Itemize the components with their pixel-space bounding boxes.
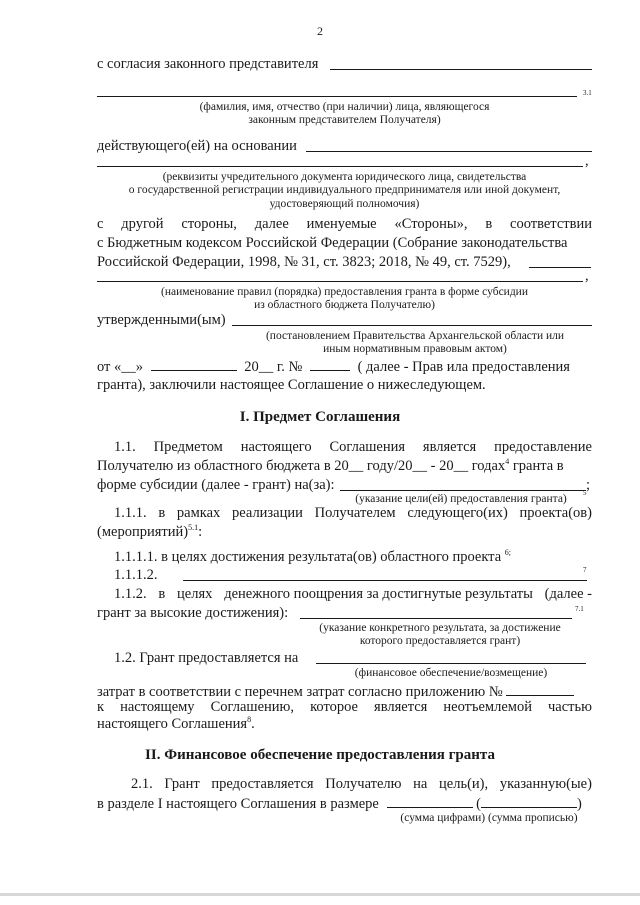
- text-legislation: Российской Федерации, 1998, № 31, ст. 3823; 2018, № 49, ст. 7529),: [97, 254, 511, 270]
- text-concluded: гранта), заключили настоящее Соглашение о нижеследующем.: [97, 377, 486, 393]
- text-1-2: 1.2. Грант предоставляется на: [114, 650, 299, 666]
- caption-approved-1: (постановлением Правительства Архангельской области или: [265, 330, 565, 342]
- page-number: 2: [317, 24, 323, 38]
- field-approved-by[interactable]: [232, 325, 592, 326]
- text-1-1-2: 1.1.2. в целях денежного поощрения за достигнутые результаты (далее -: [114, 586, 592, 602]
- field-acting-basis[interactable]: [306, 151, 592, 152]
- field-legislation-tail[interactable]: [529, 267, 591, 268]
- field-appendix-number[interactable]: [506, 683, 574, 696]
- section-1-heading: I. Предмет Соглашения: [239, 409, 401, 425]
- field-amount-digits[interactable]: [387, 795, 473, 808]
- text-costs: затрат в соответствии с перечнем затрат согласно приложению №: [97, 683, 574, 701]
- text-subsidy-form: форме субсидии (далее - грант) на(за):: [97, 477, 335, 493]
- text-date-line: от «__» 20__ г. № ( далее - Прав ила предоставления: [97, 359, 570, 375]
- footnote-3-1: 3.1: [583, 89, 592, 97]
- caption-representative-role: законным представителем Получателя): [248, 114, 441, 126]
- caption-result-1: (указание конкретного результата, за достижение: [319, 622, 561, 634]
- caption-result-2: которого предоставляется грант): [359, 635, 521, 647]
- text-2-1: 2.1. Грант предоставляется Получателю на цель(и), указанную(ые): [131, 776, 592, 792]
- caption-requisites-3: удостоверяющий полномочия): [269, 198, 420, 210]
- text-1-1-start: 1.1. Предметом настоящего Соглашения является предоставление: [114, 439, 592, 455]
- text-1-1-1-2: 1.1.1.2.: [114, 567, 158, 583]
- comma-1: ,: [585, 153, 589, 169]
- field-legal-representative[interactable]: [330, 69, 592, 70]
- caption-financing: (финансовое обеспечение/возмещение): [354, 667, 548, 679]
- caption-rules-1: (наименование правил (порядка) предоставления гранта в форме субсидии: [161, 286, 528, 298]
- text-approved-by: утвержденными(ым): [97, 312, 226, 328]
- footnote-7-1: 7.1: [575, 605, 584, 613]
- text-acting-basis: действующего(ей) на основании: [97, 138, 297, 154]
- caption-grant-purpose: (указание цели(ей) предоставления гранта): [355, 493, 567, 505]
- text-agreement-part: к настоящему Соглашению, которое является неотъемлемой частью: [97, 699, 592, 715]
- caption-representative-name: (фамилия, имя, отчество (при наличии) лица, являющегося: [199, 101, 490, 113]
- semicolon-1: ;: [586, 477, 591, 493]
- text-high-achievements: грант за высокие достижения):: [97, 605, 289, 621]
- comma-2: ,: [585, 268, 589, 284]
- field-doc-number[interactable]: [310, 358, 350, 371]
- field-1-1-1-2[interactable]: [183, 580, 587, 581]
- text-agreement-end: настоящего Соглашения$^8$.: [97, 715, 255, 732]
- caption-approved-2: иным нормативным правовым актом): [323, 343, 507, 355]
- text-1-1-years: Получателю из областного бюджета в 20__ году/20__ - 20__ годах$^4$ гранта в: [97, 457, 564, 474]
- text-budget-code: с Бюджетным кодексом Российской Федерации (Собрание законодательства: [97, 235, 568, 251]
- field-rules-name[interactable]: [97, 281, 583, 282]
- field-grant-purpose[interactable]: [340, 490, 586, 491]
- scan-edge: [0, 893, 640, 896]
- field-date-month[interactable]: [151, 358, 237, 371]
- section-2-heading: II. Финансовое обеспечение предоставления гранта: [145, 747, 495, 763]
- footnote-5: 5: [583, 489, 587, 497]
- caption-requisites-1: (реквизиты учредительного документа юридического лица, свидетельства: [162, 171, 527, 183]
- caption-requisites-2: о государственной регистрации индивидуального предпринимателя или иной документ,: [128, 184, 561, 196]
- field-legal-representative-2[interactable]: [97, 96, 577, 97]
- text-consent-line: с согласия законного представителя: [97, 56, 319, 72]
- text-1-1-1: 1.1.1. в рамках реализации Получателем следующего(их) проекта(ов): [114, 505, 592, 521]
- text-grant-amount: в разделе I настоящего Соглашения в размере ( ): [97, 796, 582, 812]
- text-activities: (мероприятий)$^{5.1}$:: [97, 523, 203, 540]
- caption-rules-2: из областного бюджета Получателю): [254, 299, 435, 311]
- field-amount-words[interactable]: [481, 795, 577, 808]
- footnote-7: 7: [583, 566, 587, 574]
- field-financing-type[interactable]: [316, 663, 586, 664]
- text-1-1-1-1: 1.1.1.1. в целях достижения результата(ов) областного проекта $^{6;}$: [114, 548, 511, 565]
- field-acting-basis-2[interactable]: [97, 166, 583, 167]
- caption-amount: (сумма цифрами) (сумма прописью): [400, 812, 578, 824]
- field-high-achievements[interactable]: [300, 618, 572, 619]
- text-other-party: с другой стороны, далее именуемые «Стороны», в соответствии: [97, 216, 592, 232]
